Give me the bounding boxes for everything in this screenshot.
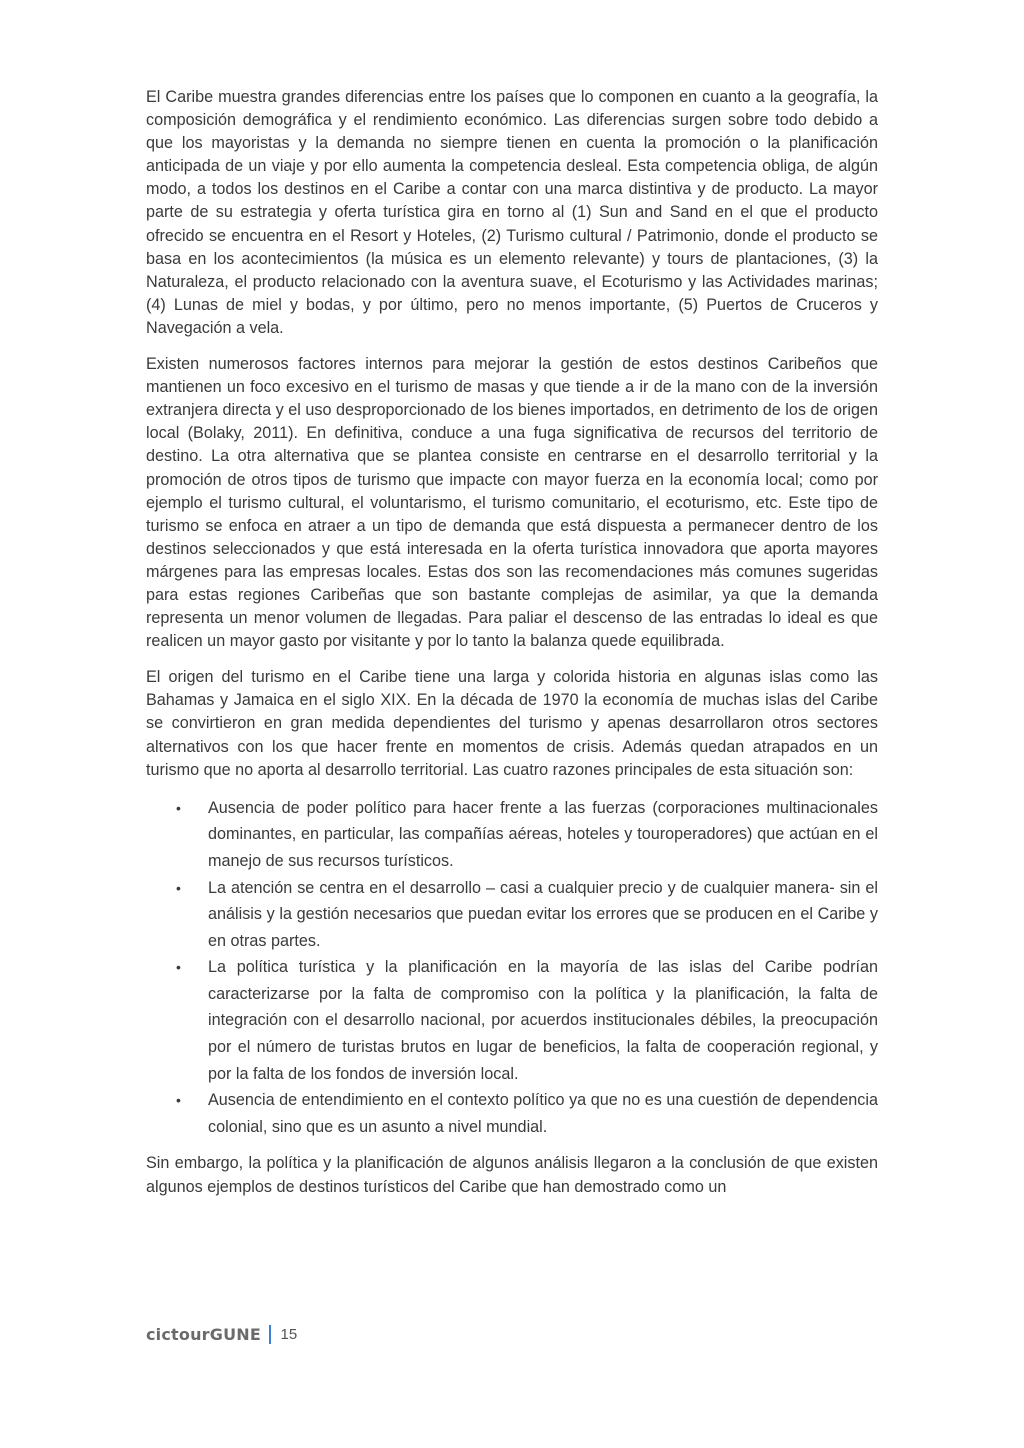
bullet-icon: • [176,959,181,976]
list-item [146,954,878,1087]
page-footer [146,1322,297,1346]
list-item-text: La atención se centra en el desarrollo – casi a cualquier precio y de cualquier manera- sin el análisis y la gestión necesarios que puedan evitar los errores que se producen en el Caribe y en otras partes. [208,878,878,950]
list-item-text: Ausencia de poder político para hacer frente a las fuerzas (corporaciones multinacionales dominantes, en particular, las compañías aéreas, hoteles y touroperadores) que actúan en el manejo de sus recursos turísticos. [208,798,878,870]
paragraph-origen-turismo: El origen del turismo en el Caribe tiene una larga y colorida historia en algunas islas como las Bahamas y Jamaica en el siglo XIX. En la década de 1970 la economía de muchas islas del Caribe se convirtieron en gran medida dependientes del turismo y apenas desarrollaron otros sectores alternativos con los que hacer frente en momentos de crisis. Además quedan atrapados en un turismo que no aporta al desarrollo territorial. Las cuatro razones principales de esta situación son: [146,668,878,779]
bullet-icon: • [176,879,181,896]
paragraph-caribe-diferencias: El Caribe muestra grandes diferencias entre los países que lo componen en cuanto a la geografía, la composición demográfica y el rendimiento económico. Las diferencias surgen sobre todo debido a que los mayoristas y la demanda no siempre tienen en cuenta la promoción o la planificación anticipada de un viaje y por ello aumenta la competencia desleal. Esta competencia obliga, de algún modo, a todos los destinos en el Caribe a contar con una marca distintiva y de producto. La mayor parte de su estrategia y oferta turística gira en torno al (1) Sun and Sand en el que el producto ofrecido se encuentra en el Resort y Hoteles, (2) Turismo cultural / Patrimonio, donde el producto se basa en los acontecimientos (la música es un elemento relevante) y tours de plantaciones, (3) la Naturaleza, el producto relacionado con la aventura suave, el Ecoturismo y las Actividades marinas; (4) Lunas de miel y bodas, y por último, pero no menos importante, (5) Puertos de Cruceros y Navegación a vela. [146,88,878,337]
paragraph-factores-internos: Existen numerosos factores internos para mejorar la gestión de estos destinos Caribeños que mantienen un foco excesivo en el turismo de masas y que tiende a ir de la mano con de la inversión extranjera directa y el uso desproporcionado de los bienes importados, en detrimento de los de origen local (Bolaky, 2011). En definitiva, conduce a una fuga significativa de recursos del territorio de destino. La otra alternativa que se plantea consiste en centrarse en el desarrollo territorial y la promoción de otros tipos de turismo que impacte con mayor fuerza en la economía local; como por ejemplo el turismo cultural, el voluntarismo, el turismo comunitario, el ecoturismo, etc. Este tipo de turismo se enfoca en atraer a un tipo de demanda que está dispuesta a permanecer dentro de los destinos seleccionados y que está interesada en la oferta turística innovadora que aporta mayores márgenes para las empresas locales. Estas dos son las recomendaciones más comunes sugeridas para estas regiones Caribeñas que son bastante complejas de asimilar, ya que la demanda representa un menor volumen de llegadas. Para paliar el descenso de las entradas lo ideal es que realicen un mayor gasto por visitante y por lo tanto la balanza quede equilibrada. [146,355,878,651]
cictourgune-logo: cictourGUNE [146,1324,262,1344]
bullet-icon: • [176,799,181,816]
bullet-icon: • [176,1092,181,1109]
list-item-text: La política turística y la planificación en la mayoría de las islas del Caribe podrían caracterizarse por la falta de compromiso con la política y la planificación, la falta de integración con el desarrollo nacional, por acuerdos institucionales débiles, la preocupación por el número de turistas brutos en lugar de beneficios, la falta de cooperación regional, y por la falta de los fondos de inversión local. [208,958,878,1083]
page-number: 15 [280,1325,298,1343]
list-item-text: Ausencia de entendimiento en el contexto político ya que no es una cuestión de dependencia colonial, sino que es un asunto a nivel mundial. [208,1091,878,1136]
list-item [146,795,878,875]
reasons-list [146,795,878,1141]
list-item [146,875,878,955]
page-body [146,86,878,1212]
footer-separator [269,1325,271,1344]
paragraph-sin-embargo: Sin embargo, la política y la planificación de algunos análisis llegaron a la conclusión de que existen algunos ejemplos de destinos turísticos del Caribe que han demostrado como un [146,1154,878,1196]
list-item [146,1087,878,1140]
